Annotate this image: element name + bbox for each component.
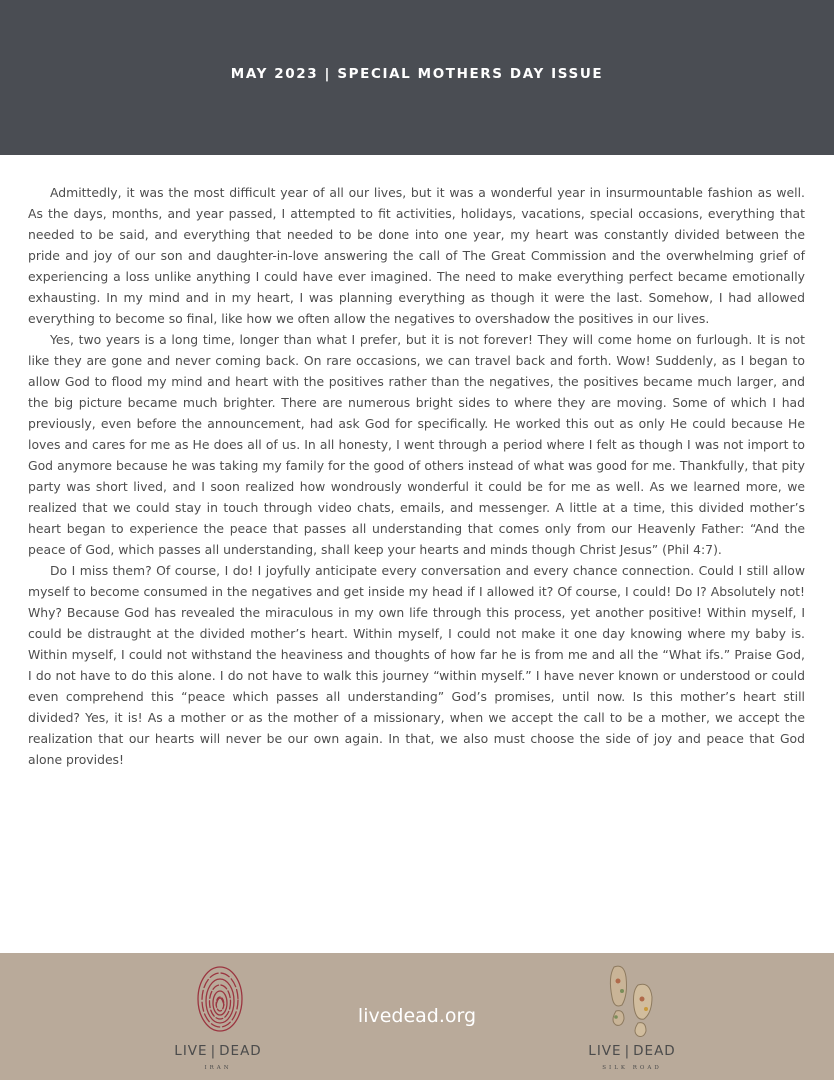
website-link[interactable]: livedead.org <box>357 1005 477 1027</box>
article-paragraph-2: Yes, two years is a long time, longer than what I prefer, but it is not forever! They will come home on furlough. It is not like they are gone and never coming back. On rare occasions, we can travel back and forth. Wow! Suddenly, as I began to allow God to flood my mind and heart with the positives rather than the negatives, the positives became much larger, and the big picture became much brighter. There are numerous bright sides to where they are moving. Some of which I had previously, even before the announcement, had ask God for specifically. He worked this out as only He could because He loves and cares for me as He does all of us. In all honesty, I went through a period where I felt as though I was not import to God anymore because he was taking my family for the good of others instead of what was good for me. Thankfully, that pity party was short lived, and I soon realized how wondrously wonderful it could be for me as well. As we learned more, we realized that we could stay in touch through video chats, emails, and messenger. A little at a time, this divided mother’s heart began to experience the peace that passes all understanding that comes only from our Heavenly Father: “And the peace of God, which passes all understanding, shall keep your hearts and minds though Christ Jesus” (Phil 4:7). <box>28 332 805 557</box>
logo-subtitle: IRAN <box>204 1065 232 1071</box>
article-paragraph-3: Do I miss them? Of course, I do! I joyfully anticipate every conversation and every chance connection. Could I still allow myself to become consumed in the negatives and get inside my head if I allowed it? Of course, I could! Do I? Absolutely not! Why? Because God has revealed the miraculous in my own life through this process, yet another positive! Within myself, I could be distraught at the divided mother’s heart. Within myself, I could not make it one day knowing where my baby is. Within myself, I could not withstand the heaviness and thoughts of how far he is from me and all the “What ifs.” Praise God, I do not have to do this alone. I do not have to walk this journey “within myself.” I have never known or understood or could even comprehend this “peace which passes all understanding” God’s promises, until now. Is this mother’s heart still divided? Yes, it is! As a mother or as the mother of a missionary, when we accept the call to be a mother, we accept the realization that our hearts will never be our own again. In that, we also must choose the side of joy and peace that God alone provides! <box>28 563 805 767</box>
article-paragraph-1: Admittedly, it was the most difficult year of all our lives, but it was a wonderful year in insurmountable fashion as well. As the days, months, and year passed, I attempted to fit activities, holidays, vacations, special occasions, everything that needed to be said, and everything that needed to be done into one year, my heart was constantly divided between the pride and joy of our son and daughter-in-love answering the call of The Great Commission and the overwhelming grief of experiencing a loss unlike anything I could have ever imagined. The need to make everything perfect became emotionally exhausting. In my mind and in my heart, I was planning everything as though it were the last. Somehow, I had allowed everything to become so final, like how we often allow the negatives to overshadow the positives in our lives. <box>28 185 805 326</box>
page-header <box>0 0 834 155</box>
livedead-silkroad-logo <box>572 961 692 1076</box>
issue-title: MAY 2023 | SPECIAL MOTHERS DAY ISSUE <box>230 66 604 82</box>
article-body <box>28 182 805 770</box>
footprints-icon <box>572 961 692 1039</box>
logo-wordmark: LIVE | DEAD <box>588 1043 676 1059</box>
logo-subtitle: SILK ROAD <box>602 1065 662 1071</box>
fingerprint-icon <box>158 961 278 1039</box>
page-footer <box>0 953 834 1080</box>
logo-wordmark: LIVE | DEAD <box>174 1043 262 1059</box>
